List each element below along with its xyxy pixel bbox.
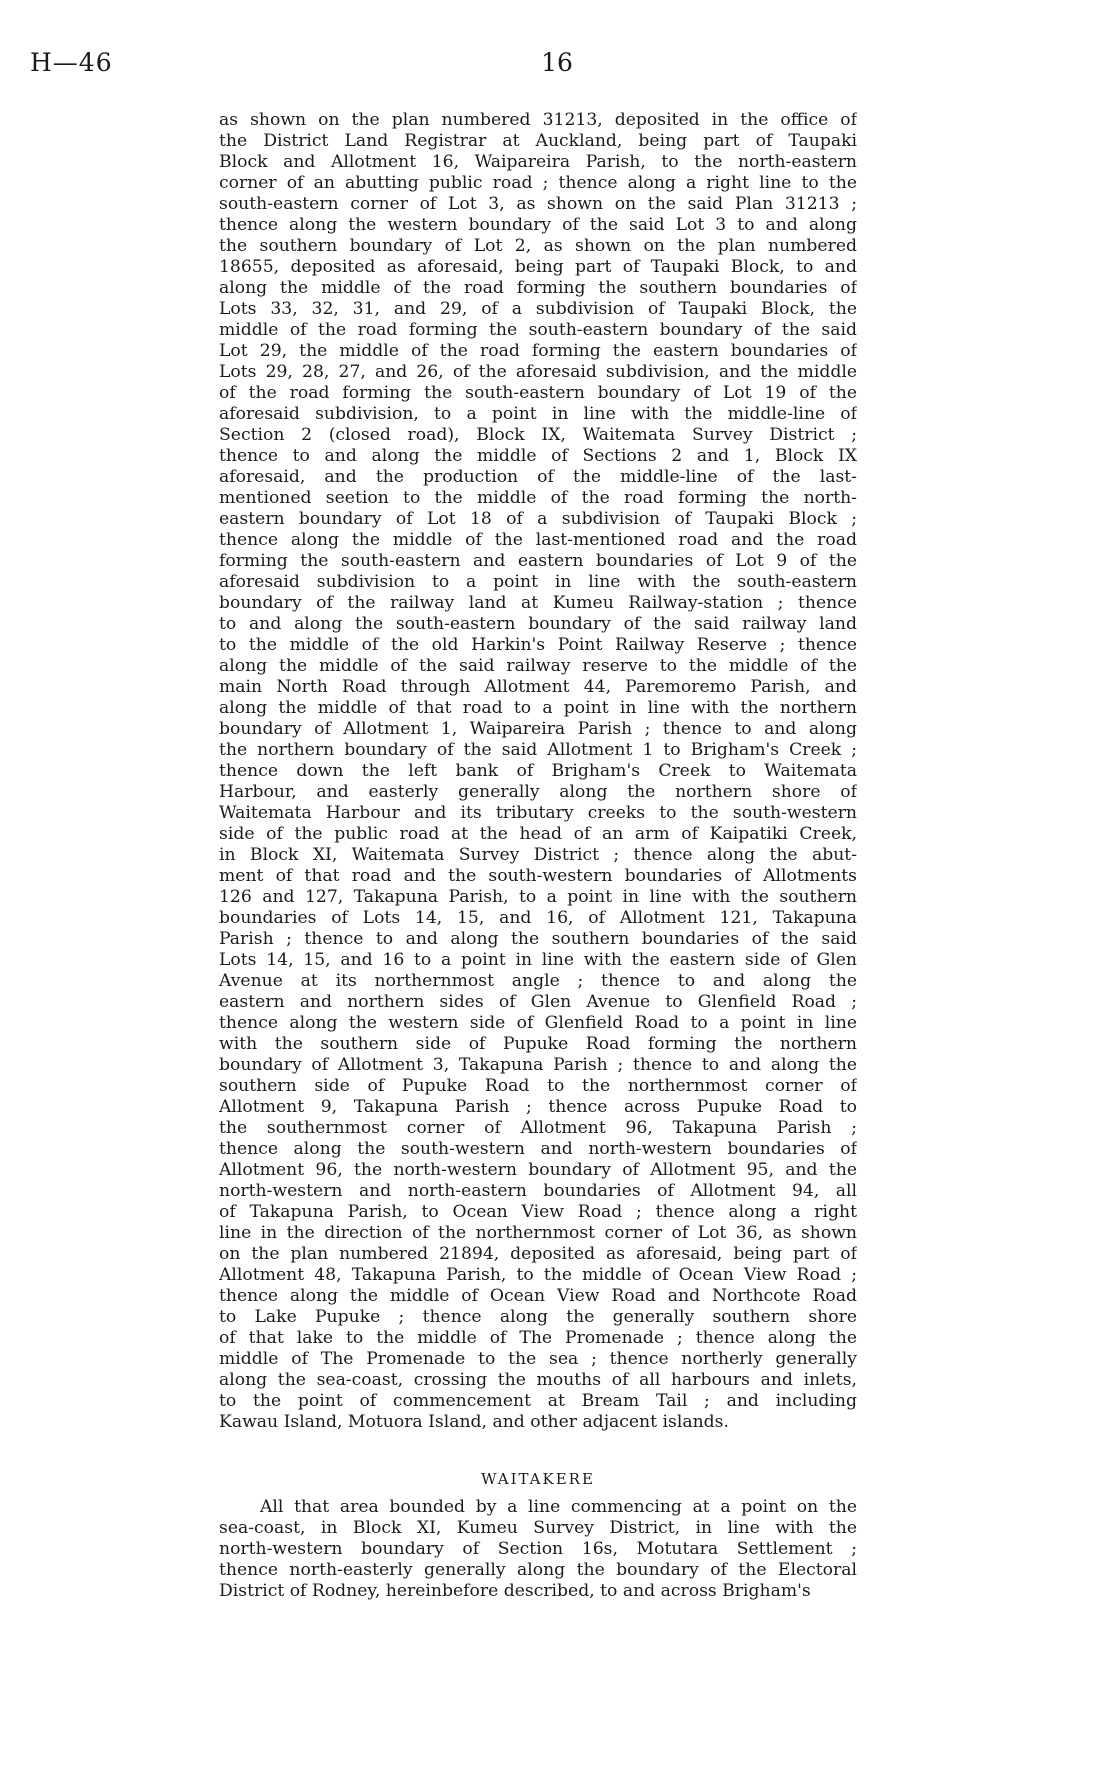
text-line: to Lake Pupuke ; thence along the generally southern shore [219,1307,857,1327]
text-line: 18655, deposited as aforesaid, being part of Taupaki Block, to and [219,257,857,277]
text-line: the southernmost corner of Allotment 96, Takapuna Parish ; [219,1118,857,1138]
text-line: south-eastern corner of Lot 3, as shown on the said Plan 31213 ; [219,194,857,214]
page-id: H—46 [30,48,113,77]
text-line: Section 2 (closed road), Block IX, Waitemata Survey District ; [219,425,857,445]
text-line: the northern boundary of the said Allotment 1 to Brigham's Creek ; [219,740,857,760]
text-line: thence along the south-western and north-western boundaries of [219,1139,857,1159]
text-line: thence to and along the middle of Sections 2 and 1, Block IX [219,446,857,466]
text-line: as shown on the plan numbered 31213, deposited in the office of [219,110,857,130]
section-heading: WAITAKERE [481,1470,595,1488]
text-line: sea-coast, in Block XI, Kumeu Survey District, in line with the [219,1518,857,1538]
body-paragraph [219,110,857,1433]
text-line: with the southern side of Pupuke Road forming the northern [219,1034,857,1054]
text-line: Lots 29, 28, 27, and 26, of the aforesaid subdivision, and the middle [219,362,857,382]
text-line: middle of the road forming the south-eastern boundary of the said [219,320,857,340]
text-line: Lot 29, the middle of the road forming the eastern boundaries of [219,341,857,361]
text-line: corner of an abutting public road ; thence along a right line to the [219,173,857,193]
text-line: Allotment 96, the north-western boundary of Allotment 95, and the [219,1160,857,1180]
text-line: of Takapuna Parish, to Ocean View Road ; thence along a right [219,1202,857,1222]
text-line: thence down the left bank of Brigham's Creek to Waitemata [219,761,857,781]
text-line: in Block XI, Waitemata Survey District ; thence along the abut- [219,845,857,865]
section-paragraph [219,1497,857,1602]
text-line: Allotment 9, Takapuna Parish ; thence across Pupuke Road to [219,1097,857,1117]
text-line: along the sea-coast, crossing the mouths of all harbours and inlets, [219,1370,857,1390]
text-line: Avenue at its northernmost angle ; thence to and along the [219,971,857,991]
text-line: of that lake to the middle of The Promenade ; thence along the [219,1328,857,1348]
text-line: eastern boundary of Lot 18 of a subdivision of Taupaki Block ; [219,509,857,529]
text-line: Lots 14, 15, and 16 to a point in line with the eastern side of Glen [219,950,857,970]
text-line: boundary of Allotment 1, Waipareira Parish ; thence to and along [219,719,857,739]
text-line: boundaries of Lots 14, 15, and 16, of Allotment 121, Takapuna [219,908,857,928]
text-line: north-western boundary of Section 16s, Motutara Settlement ; [219,1539,857,1559]
text-line: aforesaid subdivision to a point in line with the south-eastern [219,572,857,592]
text-line: along the middle of that road to a point in line with the northern [219,698,857,718]
text-line: thence north-easterly generally along the boundary of the Electoral [219,1560,857,1580]
text-line: the southern boundary of Lot 2, as shown on the plan numbered [219,236,857,256]
text-line: Allotment 48, Takapuna Parish, to the middle of Ocean View Road ; [219,1265,857,1285]
text-line: along the middle of the said railway reserve to the middle of the [219,656,857,676]
text-line: Parish ; thence to and along the southern boundaries of the said [219,929,857,949]
text-line: Lots 33, 32, 31, and 29, of a subdivision of Taupaki Block, the [219,299,857,319]
text-line: Kawau Island, Motuora Island, and other adjacent islands. [219,1412,729,1432]
text-line: forming the south-eastern and eastern boundaries of Lot 9 of the [219,551,857,571]
text-line: southern side of Pupuke Road to the northernmost corner of [219,1076,857,1096]
text-line: the District Land Registrar at Auckland, being part of Taupaki [219,131,857,151]
text-line: Block and Allotment 16, Waipareira Parish, to the north-eastern [219,152,857,172]
text-line: middle of The Promenade to the sea ; thence northerly generally [219,1349,857,1369]
text-column [219,110,857,1602]
text-line: side of the public road at the head of an arm of Kaipatiki Creek, [219,824,857,844]
text-line: mentioned seetion to the middle of the road forming the north- [219,488,857,508]
text-line: District of Rodney, hereinbefore described, to and across Brigham's [219,1581,811,1601]
text-line: aforesaid subdivision, to a point in line with the middle-line of [219,404,857,424]
text-line: aforesaid, and the production of the middle-line of the last- [219,467,857,487]
text-line: boundary of Allotment 3, Takapuna Parish ; thence to and along the [219,1055,857,1075]
text-line: Harbour, and easterly generally along the northern shore of [219,782,857,802]
text-line: to the middle of the old Harkin's Point Railway Reserve ; thence [219,635,857,655]
text-line: thence along the western side of Glenfield Road to a point in line [219,1013,857,1033]
text-line: line in the direction of the northernmost corner of Lot 36, as shown [219,1223,857,1243]
text-line: main North Road through Allotment 44, Paremoremo Parish, and [219,677,857,697]
text-line: to the point of commencement at Bream Tail ; and including [219,1391,857,1411]
text-line: along the middle of the road forming the southern boundaries of [219,278,857,298]
text-line: Waitemata Harbour and its tributary creeks to the south-western [219,803,857,823]
page-number: 16 [541,48,573,77]
text-line: thence along the middle of the last-mentioned road and the road [219,530,857,550]
text-line: thence along the western boundary of the said Lot 3 to and along [219,215,857,235]
text-line: north-western and north-eastern boundaries of Allotment 94, all [219,1181,857,1201]
text-line: thence along the middle of Ocean View Road and Northcote Road [219,1286,857,1306]
text-line: eastern and northern sides of Glen Avenue to Glenfield Road ; [219,992,857,1012]
text-line: on the plan numbered 21894, deposited as aforesaid, being part of [219,1244,857,1264]
text-line: boundary of the railway land at Kumeu Railway-station ; thence [219,593,857,613]
text-line: of the road forming the south-eastern boundary of Lot 19 of the [219,383,857,403]
text-line: ment of that road and the south-western boundaries of Allotments [219,866,857,886]
text-line: to and along the south-eastern boundary of the said railway land [219,614,857,634]
text-line: All that area bounded by a line commencing at a point on the [260,1497,857,1517]
text-line: 126 and 127, Takapuna Parish, to a point in line with the southern [219,887,857,907]
